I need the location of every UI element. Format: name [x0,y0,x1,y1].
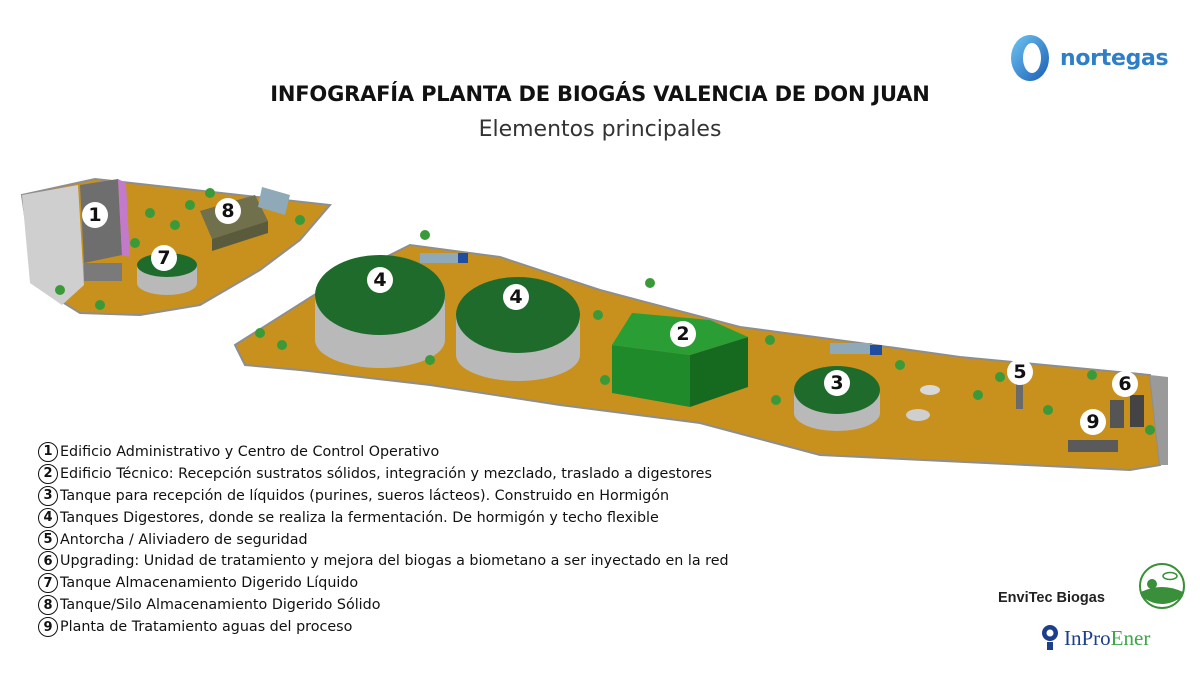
legend-item [38,441,838,463]
envitec-globe-icon [1138,562,1186,610]
parking-area [22,185,84,305]
legend-text: Edificio Técnico: Recepción sustratos sólidos, integración y mezclado, traslado a digestores [60,465,712,482]
marker-2-technical-building [670,321,696,347]
legend-item [38,463,838,485]
legend-item [38,550,838,572]
legend-number: 8 [38,595,58,615]
marker-5-label: 5 [1013,361,1027,383]
inproener-wordmark [1064,626,1150,651]
legend-item [38,529,838,551]
envitec-logo [998,562,1188,612]
water-treatment-unit [1068,440,1118,452]
nortegas-ring-icon [1008,33,1052,83]
legend-text: Tanque Almacenamiento Digerido Líquido [60,575,359,592]
marker-9-water-treatment [1080,409,1106,435]
legend-item [38,507,838,529]
marker-4-digester-a [367,267,393,293]
inproener-logo [1040,618,1150,658]
page-title: INFOGRAFÍA PLANTA DE BIOGÁS VALENCIA DE DON JUAN [270,82,930,106]
legend-text: Tanque para recepción de líquidos (purines, sueros lácteos). Construido en Hormigón [60,487,670,504]
marker-1-admin-building [82,202,108,228]
plant-illustration [0,165,1200,485]
legend-number: 2 [38,464,58,484]
marker-3-liquid-reception-tank [824,370,850,396]
legend-text: Tanques Digestores, donde se realiza la fermentación. De hormigón y techo flexible [60,509,659,526]
marker-2-label: 2 [676,323,690,345]
legend-text: Tanque/Silo Almacenamiento Digerido Sólido [60,597,381,614]
inproener-wordmark-part-1: InPro [1064,625,1111,650]
upgrading-unit [1110,400,1124,428]
flare-stack [1016,383,1023,409]
legend-number: 1 [38,442,58,462]
bulb-icon [1040,622,1060,654]
nortegas-wordmark: nortegas [1060,45,1169,71]
envitec-wordmark: EnviTec Biogas [998,590,1105,606]
marker-1-label: 1 [88,204,102,226]
marker-4a-label: 4 [373,269,387,291]
legend-text: Edificio Administrativo y Centro de Control Operativo [60,443,440,460]
marker-8-digestate-solid-silo [215,198,241,224]
legend-text: Antorcha / Aliviadero de seguridad [60,531,308,548]
legend-number: 9 [38,617,58,637]
legend-item [38,485,838,507]
marker-9-label: 9 [1086,411,1100,433]
nortegas-logo [1008,30,1178,86]
marker-8-label: 8 [221,200,235,222]
marker-6-label: 6 [1118,373,1132,395]
legend-text: Upgrading: Unidad de tratamiento y mejora del biogas a biometano a ser inyectado en la red [60,553,729,570]
legend-number: 7 [38,573,58,593]
legend-text: Planta de Tratamiento aguas del proceso [60,619,353,636]
marker-5-flare [1007,359,1033,385]
marker-6-upgrading [1112,371,1138,397]
inproener-wordmark-part-2: Ener [1110,625,1151,650]
legend-item [38,616,838,638]
legend [38,441,838,638]
legend-item [38,594,838,616]
legend-number: 5 [38,530,58,550]
legend-number: 6 [38,551,58,571]
marker-7-label: 7 [157,247,171,269]
legend-number: 3 [38,486,58,506]
marker-7-digestate-liquid-tank [151,245,177,271]
marker-3-label: 3 [830,372,844,394]
marker-4b-label: 4 [509,286,523,308]
marker-4-digester-b [503,284,529,310]
legend-number: 4 [38,508,58,528]
page-subtitle: Elementos principales [478,117,722,142]
legend-item [38,572,838,594]
